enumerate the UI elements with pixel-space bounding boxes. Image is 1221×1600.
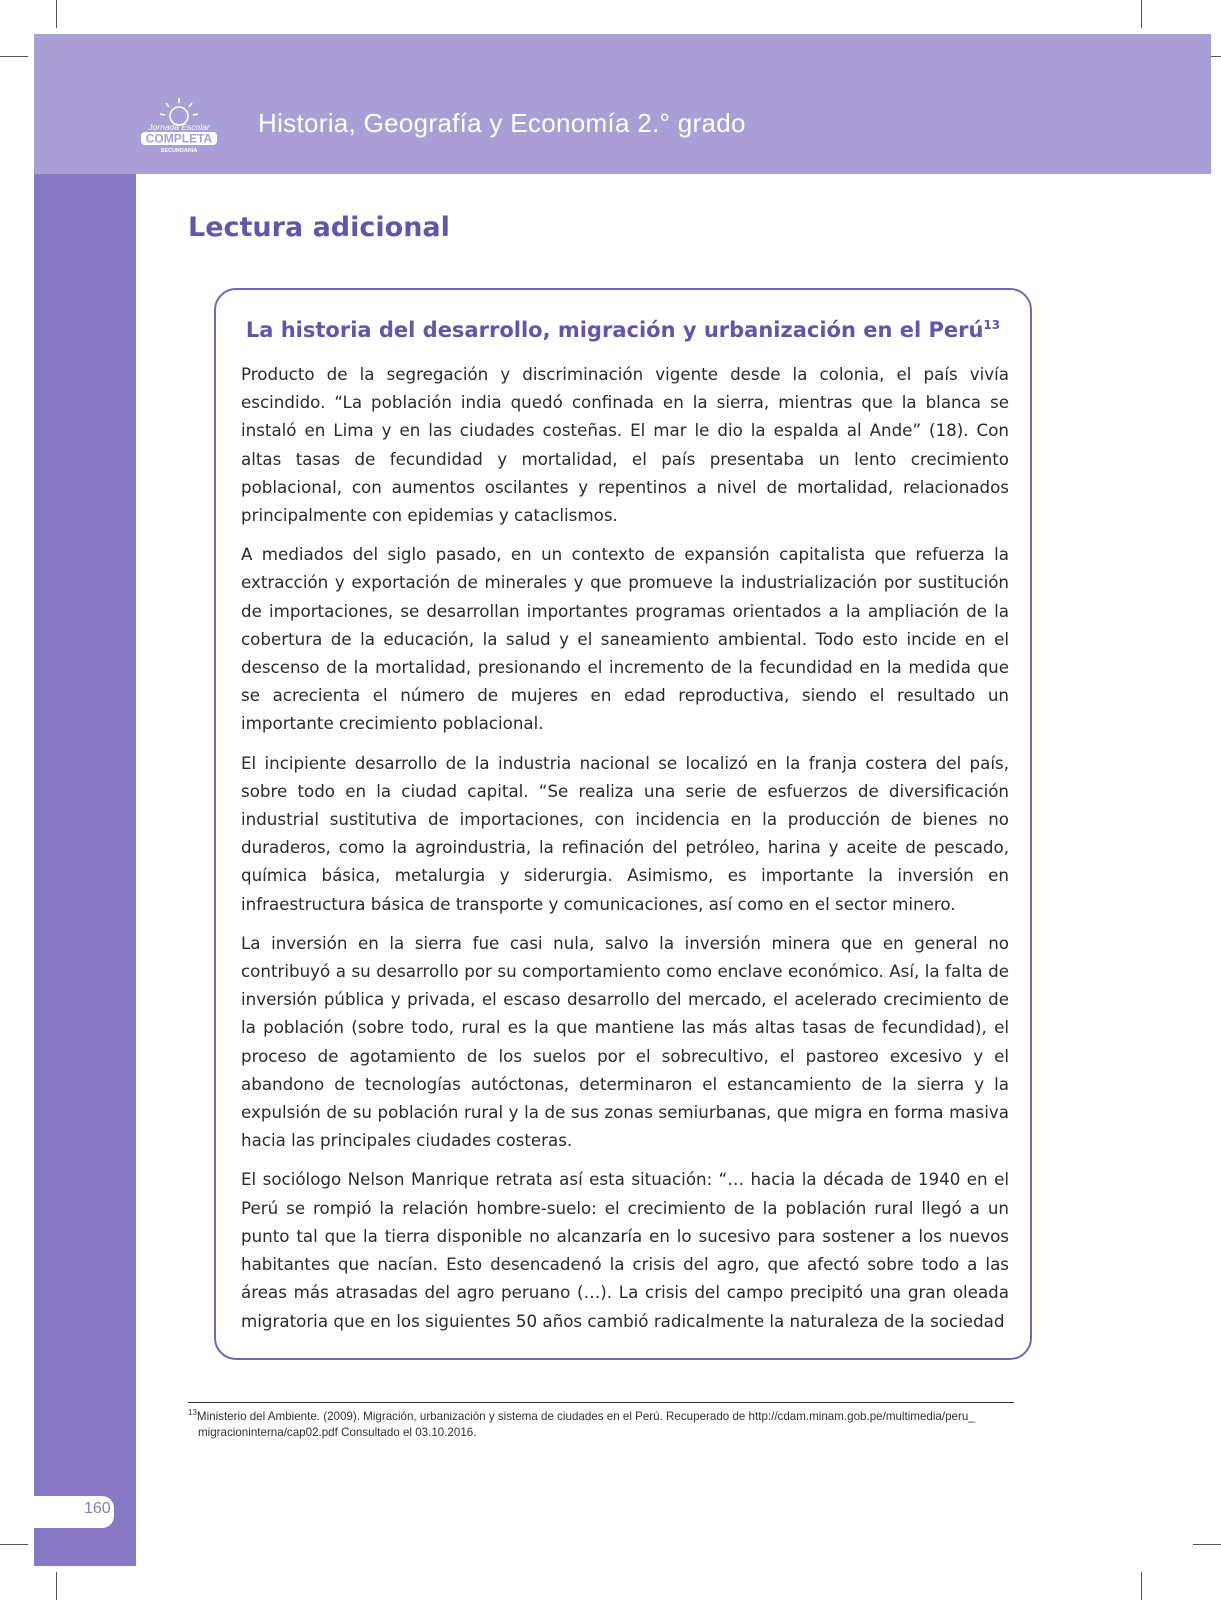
footnote [188,1405,1018,1441]
crop-mark [1141,1572,1142,1600]
footnote-marker: 13 [983,318,1001,332]
crop-mark [0,1544,28,1545]
crop-mark [1141,0,1142,28]
reading-title [216,318,1030,342]
svg-text:Jornada Escolar: Jornada Escolar [148,122,210,132]
reading-body [241,360,1009,1346]
crop-mark [56,1572,57,1600]
page-number: 160 [84,1500,111,1517]
jornada-escolar-completa-logo [138,94,220,156]
section-title: Lectura adicional [188,212,450,243]
page-number-tab [34,1496,114,1528]
footnote-rule [188,1402,1014,1403]
paragraph: El incipiente desarrollo de la industria nacional se localizó en la franja costera del país, sobre todo en la ciudad capital. “Se realiza una serie de esfuerzos de diversificación industrial sustitutiva de importaciones, con incidencia en la producción de bienes no duraderos, como la agroindustria, la refinación del petróleo, harina y aceite de pescado, química básica, metalurgia y siderurgia. Asimismo, es importante la inversión en infraestructura básica de transporte y comunicaciones, así como en el sector minero. [241,752,1009,914]
book-title: Historia, Geografía y Economía 2.° grado [258,108,746,138]
reading-title-text: La historia del desarrollo, migración y urbanización en el Perú [245,318,984,342]
crop-mark [0,56,28,57]
paragraph: La inversión en la sierra fue casi nula, salvo la inversión minera que en general no contribuyó a su desarrollo por su comportamiento como enclave económico. Así, la falta de inversión pública y privada, el escaso desarrollo del mercado, el acelerado crecimiento de la población (sobre todo, rural es la que mantiene las más altas tasas de fecundidad), el proceso de agotamiento de los suelos por el sobrecultivo, el pastoreo excesivo y el abandono de tecnologías autóctonas, determinaron el estancamiento de la sierra y la expulsión de su población rural y la de sus zonas semiurbanas, que migra en forma masiva hacia las principales ciudades costeras. [241,932,1009,1151]
left-sidebar [34,174,136,1566]
svg-text:SECUNDARIA: SECUNDARIA [160,148,198,154]
crop-mark [1193,1544,1221,1545]
paragraph: El sociólogo Nelson Manrique retrata así esta situación: “… hacia la década de 1940 en el Perú se rompió la relación hombre-suelo: el crecimiento de la población rural llegó a un punto tal que la tierra disponible no alcanzaría en lo sucesivo para sostener a los nuevos habitantes que nacían. Esto desencadenó la crisis del agro, que afectó sobre todo a las áreas más atrasadas del agro peruano (…). La crisis del campo precipitó una gran oleada migratoria que en los siguientes 50 años cambió radicalmente la naturaleza de la sociedad [241,1169,1009,1331]
paragraph: Producto de la segregación y discriminación vigente desde la colonia, el país vivía escindido. “La población india quedó confinada en la sierra, mientras que la blanca se instaló en Lima y en las ciudades costeñas. El mar le dio la espalda al Ande” (18). Con altas tasas de fecundidad y mortalidad, el país presentaba un lento crecimiento poblacional, con aumentos oscilantes y repentinos a nivel de mortalidad, relacionados principalmente con epidemias y cataclismos. [241,364,1009,526]
paragraph: A mediados del siglo pasado, en un contexto de expansión capitalista que refuerza la extracción y exportación de minerales y que promueve la industrialización por sustitución de importaciones, se desarrollan importantes programas orientados a la ampliación de la cobertura de la educación, la salud y el saneamiento ambiental. Todo esto incide en el descenso de la mortalidad, presionando el incremento de la fecundidad en la medida que se acrecienta el número de mujeres en edad reproductiva, siendo el resultado un importante crecimiento poblacional. [241,544,1009,734]
reading-box [214,288,1032,1360]
crop-mark [56,0,57,28]
footnote-number: 13 [188,1408,197,1417]
svg-text:COMPLETA: COMPLETA [145,131,213,146]
footnote-line: migracioninterna/cap02.pdf Consultado el 03.10.2016. [198,1425,477,1439]
footnote-line: Ministerio del Ambiente. (2009). Migración, urbanización y sistema de ciudades en el Perú. Recuperado de http://cdam.minam.gob.pe/multimedia/peru_ [196,1409,975,1423]
